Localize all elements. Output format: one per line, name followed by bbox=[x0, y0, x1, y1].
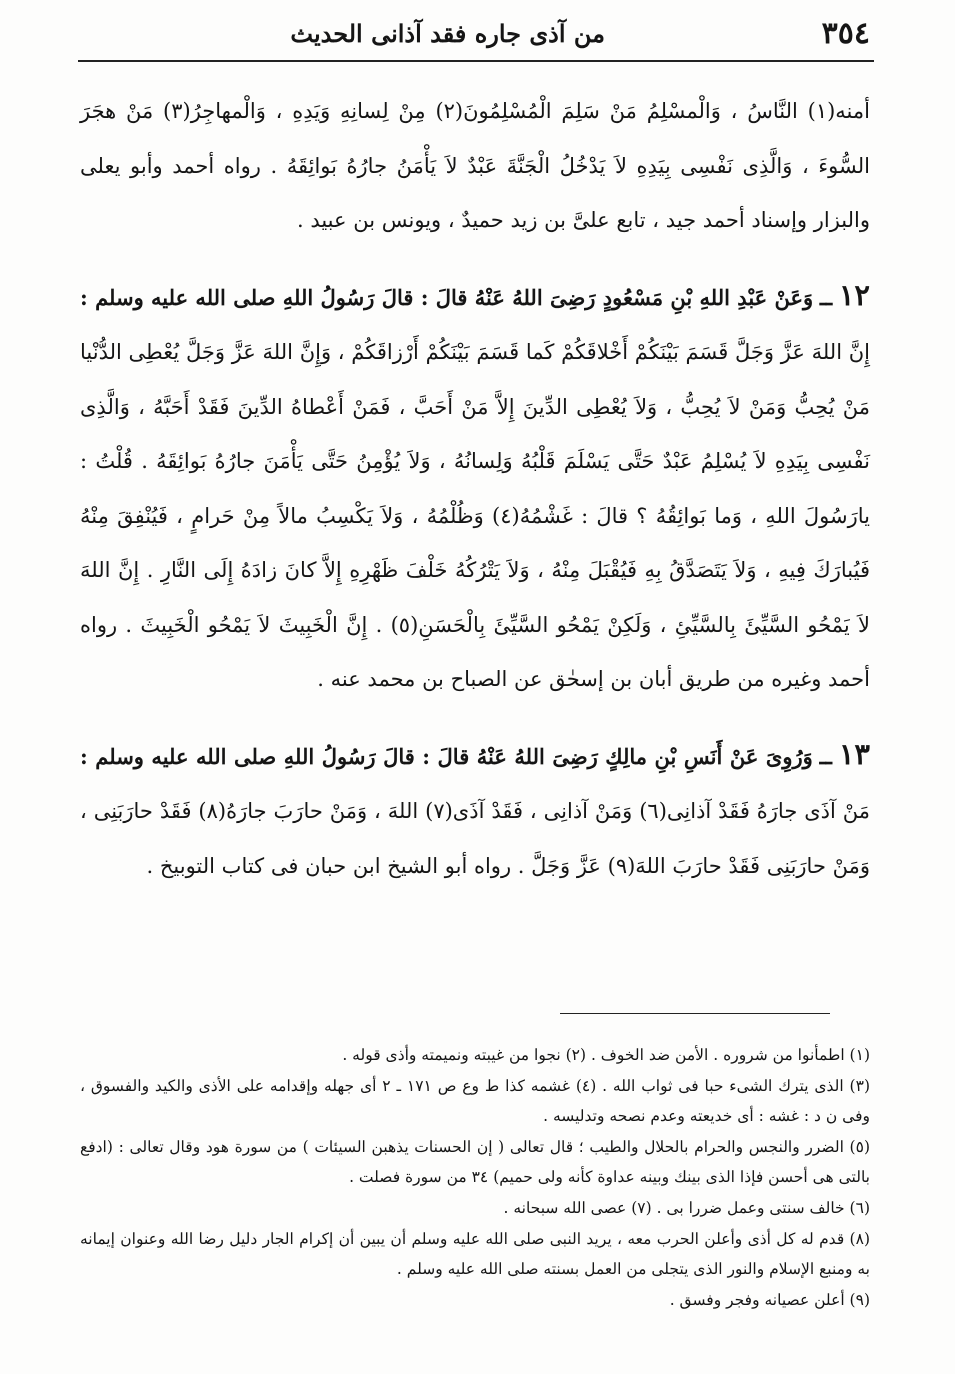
hadith-intro: وَعَنْ عَبْدِ اللهِ بْنِ مَسْعُودٍ رَضِىَ اللهُ عَنْهُ قالَ : قالَ رَسُولُ اللهِ صلى الله عليه وسلم : bbox=[80, 284, 814, 310]
hadith-dash: ــ bbox=[819, 743, 832, 769]
hadith-12 bbox=[80, 268, 870, 707]
paragraph-gap bbox=[80, 707, 870, 727]
footnote-line: (٣) الذى يترك الشىء حبا فى ثواب الله . (٤) غشمه كذا ط وع ص ١٧١ ـ ٢ أى جهله وإقدامه على الأذى والكيد والفسوق ، وفى ن د : غشه : أى خديعته وعدم نصحه وتدليسه . bbox=[80, 1076, 870, 1126]
hadith-13 bbox=[80, 727, 870, 894]
running-title: من آذى جاره فقد آذانى الحديث bbox=[290, 19, 605, 48]
hadith-dash: ــ bbox=[819, 284, 833, 310]
footnote-line: (٥) الضرر والنجس والحرام بالحلال والطيب ؛ قال تعالى ( إن الحسنات يذهبن السيئات ) من سورة هود وقال تعالى : (ادفع بالتى هى أحسن فإذا الذى بينك وبينه عداوة كأنه ولى حميم) ٣٤ من سورة فصلت . bbox=[80, 1137, 870, 1187]
footnote-line: (٨) قدم له كل أذى وأعلن الحرب معه ، يريد النبى صلى الله عليه وسلم أن يبين أن إكرام الجار دليل رضا الله وعنوان إيمانه به ومنبع الإسلام والنور الذى يتجلى من العمل بسنته صلى الله عليه وسلم . bbox=[80, 1229, 870, 1279]
hadith-intro: وَرُوِىَ عَنْ أَنَسِ بْنِ مالِكٍ رَضِىَ اللهُ عَنْهُ قالَ : قالَ رَسُولُ اللهِ صلى الله عليه وسلم : bbox=[80, 743, 813, 769]
paragraph-continuation bbox=[80, 84, 870, 248]
paragraph-gap bbox=[80, 248, 870, 268]
paragraph-text: أمنه(١) النَّاسُ ، وَالْمسْلِمُ مَنْ سَلِمَ الْمُسْلِمُونَ(٢) مِنْ لِسانِهِ وَيَدِهِ ، وَالْمهاجِرُ(٣) مَنْ هجَرَ السُّوءَ ، وَالَّذِى نَفْسِى بِيَدِهِ لاَ يَدْخُلُ الْجَنَّةَ عَبْدٌ لاَ يَأْمَنُ جارُهُ بَوائِقَهُ . رواه أحمد وأبو يعلى والبزار وإسناد أحمد جيد ، تابع علىَّ بن زيد حميدٌ ، ويونس بن عبيد . bbox=[80, 99, 870, 232]
hadith-number: ١٢ bbox=[838, 277, 870, 312]
main-text bbox=[80, 84, 870, 893]
footnote-rule bbox=[560, 1013, 830, 1014]
hadith-text: مَنْ آذَى جارَهُ فَقَدْ آذانِى(٦) وَمَنْ آذانِى ، فَقَدْ آذَى(٧) اللهَ ، وَمَنْ حارَبَ جارَهُ(٨) فَقَدْ حارَبَنِى ، وَمَنْ حارَبَنِى فَقَدْ حارَبَ اللهَ(٩) عَزَّ وَجَلَّ . رواه أبو الشيخ ابن حبان فى كتاب التوبيخ . bbox=[80, 799, 871, 878]
page-header bbox=[80, 14, 870, 54]
footnote-line: (٦) خالف سنتى وعمل ضررا بى . (٧) عصى الله سبحانه . bbox=[503, 1198, 870, 1217]
hadith-text: إِنَّ اللهَ عَزَّ وَجَلَّ قَسَمَ بَيْنَكُمْ أَخْلاقَكُمْ كَما قَسَمَ بَيْنَكُمْ أَرْزاقَكُمْ ، وَإِنَّ اللهَ عَزَّ وَجَلَّ يُعْطِى الدُّنْيا مَنْ يُحِبُّ وَمَنْ لاَ يُحِبُّ ، وَلاَ يُعْطِى الدِّينَ إِلاَّ مَنْ أَحَبَّ ، فَمَنْ أَعْطاهُ الدِّينَ فَقَدْ أَحَبَّهُ ، وَالَّذِى نَفْسِى بِيَدِهِ لاَ يُسْلِمُ عَبْدٌ حَتَّى يَسْلَمَ قَلْبُهُ وَلِسانُهُ ، وَلاَ يُؤْمِنُ حَتَّى يَأْمَنَ جارُهُ بَوائِقَهُ . قُلْتُ : يارَسُولَ اللهِ ، وَما بَوائِقُهُ ؟ قالَ : غَشْمُهُ(٤) وَظُلْمُهُ ، وَلاَ يَكْسِبُ مالاً مِنْ حَرامٍ ، فَيُنْفِقَ مِنْهُ فَيُبارَكَ فِيهِ ، وَلاَ يَتَصَدَّقُ بِهِ فَيُقْبَلَ مِنْهُ ، وَلاَ يَتْرُكُهُ خَلْفَ ظَهْرِهِ إِلاَّ كانَ زادَهُ إِلَى النَّارِ . إِنَّ اللهَ لاَ يَمْحُو السَّيِّئَ بِالسَّيِّئِ ، وَلَكِنْ يَمْحُو السَّيِّئَ بِالْحَسَنِ(٥) . إِنَّ الْخَبِيثَ لاَ يَمْحُو الْخَبِيثَ . رواه أحمد وغيره من طريق أبان بن إسحٰق عن الصباح بن محمد عنه . bbox=[80, 340, 871, 691]
page-number: ٣٥٤ bbox=[821, 16, 870, 51]
hadith-number: ١٣ bbox=[838, 736, 870, 771]
footnotes bbox=[80, 1040, 870, 1315]
footnote-line: (٩) أعلن عصيانه وفجر وفسق . bbox=[669, 1290, 870, 1309]
header-rule bbox=[78, 60, 874, 62]
footnote-line: (١) اطمأنوا من شروره . الأمن ضد الخوف . (٢) نجوا من غيبته ونميمته وأذى قوله . bbox=[342, 1046, 870, 1064]
